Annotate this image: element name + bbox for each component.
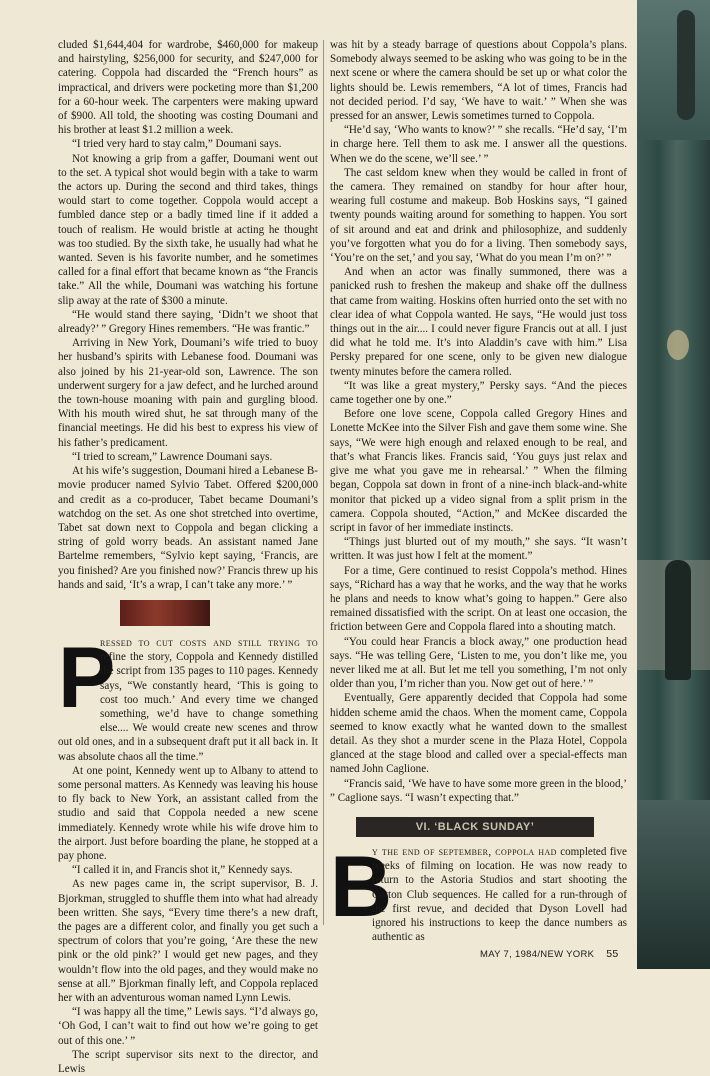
paragraph: “I tried very hard to stay calm,” Doumani says. xyxy=(72,138,282,151)
paragraph: “He’d say, ‘Who wants to know?’ ” she recalls. “He’d say, ‘I’m in charge here. Tell them to ask me. I answer all the questions. When we do the scene, we’ll see.’ ” xyxy=(330,124,627,165)
paragraph: As new pages came in, the script supervisor, B. J. Bjorkman, struggled to shuffle them into what had already been written. She says, “Every time there’s a new draft, the pages are a different color, and finally you get such a spectrum of colors that you’re going, ‘Are these the new pink or the old pink?’ I would get new pages, and they wouldn’t flow into the old pages, and they would make no sense at all.” Bjorkman finally left, and Coppola replaced her with an adventurous woman named Lynn Lewis. xyxy=(58,878,318,1004)
illustration-band-bottom xyxy=(637,800,710,969)
dropcap-paragraph-body: refine the story, Coppola and Kennedy distilled the script from 135 pages to 110 pages. Kennedy says, “We constantly heard, ‘This is going to cost too much.’ And every time we changed something, we’d have to change something else.... We would create new scenes and throw out old ones, and in a subsequent draft put it all back in. It was absolute chaos all the time.” xyxy=(58,651,318,763)
paragraph: “I called it in, and Francis shot it,” Kennedy says. xyxy=(72,864,293,877)
paragraph: At one point, Kennedy went up to Albany to attend to some personal matters. As Kennedy was leaving his house to fly back to New York, an assistant called from the studio and said that Coppola needed a new scene immediately. Kennedy wrote while his wife drove him to the airport. Just before boarding the plane, he stopped at a pay phone. xyxy=(58,764,318,862)
adjacent-illustration-edge xyxy=(637,0,710,969)
illustration-figure-silhouette xyxy=(665,560,691,680)
left-column-bottom-text xyxy=(58,764,318,1076)
right-column xyxy=(330,38,627,944)
section-heading-black-sunday: VI. ‘BLACK SUNDAY’ xyxy=(356,817,594,837)
dropcap-letter-b: B xyxy=(330,838,391,935)
paragraph: The cast seldom knew when they would be called in front of the camera. They remained on standby for hour after hour, wearing full costume and makeup. Bob Hoskins says, “I gained twenty pounds waiting around for something to happen. You sort of sit around and eat and drink and philosophize, and suddenly you’ve forgotten what you do for a living. Then somebody says, ‘You’re on the set,’ and you say, ‘What do you mean I’m on?’ ” xyxy=(330,166,627,265)
dropcap-section-pressed xyxy=(58,600,318,764)
paragraph: At his wife’s suggestion, Doumani hired a Lebanese B-movie producer named Sylvio Tabet. Offered $200,000 and credit as a co-producer, Tabet became Doumani’s watchdog on the set. As one shot stretched into overtime, Tabet sat down next to Coppola and began clicking a string of gold worry beads. An assistant named Jane Bartelme remembers, “Sylvio kept saying, ‘Francis, are you finished? Are you finished now?’ Francis threw up his hands and said, ‘It’s a wrap, I can’t take any more.’ ” xyxy=(58,465,318,591)
paragraph: “Things just blurted out of my mouth,” she says. “It wasn’t written. It was just how I felt at the moment.” xyxy=(330,536,627,563)
paragraph: For a time, Gere continued to resist Coppola’s method. Hines says, “Richard has a way that he works, and the way that he works he plans and needs to know what’s going to happen.” Gere also remained dissatisfied with the script. On at least one occasion, the friction between Gere and Coppola flared into a shouting match. xyxy=(330,564,627,634)
paragraph: “Francis said, ‘We have to have some more green in the blood,’ ” Caglione says. “I wasn’t expecting that.” xyxy=(330,777,627,804)
paragraph: And when an actor was finally summoned, there was a panicked rush to freshen the makeup and shake off the dullness that came from waiting. Hoskins often hurried onto the set with no clear idea of what Coppola wanted. He says, “He would just toss things out in the air.... I could never figure Francis out at all. I just did what he told me. It’s into Aladdin’s cave with him.” Lisa Persky prepared for one scene, only to be given new dialogue twenty minutes before the camera rolled. xyxy=(330,266,627,378)
paragraph: Not knowing a grip from a gaffer, Doumani went out to the set. A typical shot would begin with a take to warm the actors up. During the second and third takes, things would start to come together. Coppola would accept a fumbled dance step or a badly timed line if it added a touch of realism. He would bristle at acting he thought was too studied. By the sixth take, he usually had what he wanted. Seven is his favorite number, and he sometimes called for a final effort that became known as “the Francis take.” All the while, Doumani was watching his fortune slip away at the rate of $300 a minute. xyxy=(58,152,318,307)
illustration-glass-shape xyxy=(667,330,689,360)
paragraph: Eventually, Gere apparently decided that Coppola had some hidden scheme amid the chaos. When the moment came, Coppola seemed to know exactly what he wanted down to the smallest detail. As they shot a murder scene in the Plaza Hotel, Coppola glanced at the stage blood and called over a special-effects man named John Caglione. xyxy=(330,692,627,776)
dropcap-paragraph-b-body: completed five weeks of filming on location. He was now ready to return to the Astoria Studios and start shooting the Cotton Club sequences. He called for a run-through of the first revue, and decided that Dyson Lovell had ignored his instructions to keep the dance numbers as authentic as xyxy=(372,845,627,944)
paragraph: “It was like a great mystery,” Persky says. “And the pieces came together one by one.” xyxy=(330,379,627,407)
paragraph: Arriving in New York, Doumani’s wife tried to buoy her husband’s spirits with Lebanese food. Doumani was also joined by his 21-year-old son, Lawrence. The son underwent surgery for a jaw defect, and he lurched around the town-house moaning with pain and gurgling blood. With his mouth wired shut, he sat through many of the financial meetings. He did his best to express his view of his father’s predicament. xyxy=(58,337,318,449)
dropcap-paragraph-b xyxy=(330,838,627,944)
dropcap-section-by-the-end xyxy=(330,838,627,944)
paragraph: The script supervisor sits next to the director, and Lewis xyxy=(58,1048,318,1076)
page-footer xyxy=(480,948,619,960)
column-divider xyxy=(323,40,324,925)
left-column xyxy=(58,38,318,1076)
page-number: 55 xyxy=(606,948,619,960)
right-column-top-text xyxy=(330,38,627,805)
paragraph: “He would stand there saying, ‘Didn’t we shoot that already?’ ” Gregory Hines remembers. “He was frantic.” xyxy=(58,308,318,336)
illustration-lamp-shape xyxy=(677,10,695,120)
dropcap-letter-p: P xyxy=(58,629,114,726)
illustration-band-top xyxy=(637,0,710,140)
left-column-top-text xyxy=(58,38,318,592)
paragraph: “You could hear Francis a block away,” one production head says. “He was telling Gere, ‘Listen to me, you don’t like me, you never liked me at all. But let me tell you something, I’m not only older than you, I’m richer than you. Now get out of here.’ ” xyxy=(330,635,627,691)
paragraph: “I was happy all the time,” Lewis says. “I’d always go, ‘Oh God, I can’t wait to find out how we’re going to get out of this one.’ ” xyxy=(58,1006,318,1047)
paragraph: Before one love scene, Coppola called Gregory Hines and Lonette McKee into the Silver Fish and gave them some wine. She says, “We were high enough and relaxed enough to be real, and that’s what Francis likes. Francis said, ‘You guys just relax and give me what you gave me in rehearsal.’ ” When the filming began, Coppola sat down in front of a nine-inch black-and-white monitor that picked up a video signal from a split prism in the camera. Coppola shouted, “Action,” and McKee discarded the script in favor of her immediate instincts. xyxy=(330,408,628,534)
paragraph: was hit by a steady barrage of questions about Coppola’s plans. Somebody always seemed to be asking who was going to be in the next scene or where the camera should be set up or what color the lights should be. Lewis remembers, “A lot of times, Francis had not decided period. I’d say, ‘We have to wait.’ ” When she was pressed for an answer, Lewis sometimes turned to Coppola. xyxy=(330,39,627,123)
paragraph: “I tried to scream,” Lawrence Doumani says. xyxy=(72,450,273,463)
decorative-swatch xyxy=(120,600,210,626)
lead-in-text-b: y the end of september, coppola had xyxy=(372,845,557,858)
issue-line: MAY 7, 1984/NEW YORK xyxy=(480,949,595,960)
lead-in-text: ressed to cut costs and still trying to xyxy=(100,636,318,649)
paragraph: cluded $1,644,404 for wardrobe, $460,000 for makeup and hairstyling, $256,000 for security, and $247,000 for catering. Coppola had discarded the “French hours” as impractical, and drivers were pocketing more than $1,200 for a 60-hour week. The carpenters were making upward of $900. All told, the shooting was costing Doumani and his brother at least $1.2 million a week. xyxy=(58,39,318,137)
